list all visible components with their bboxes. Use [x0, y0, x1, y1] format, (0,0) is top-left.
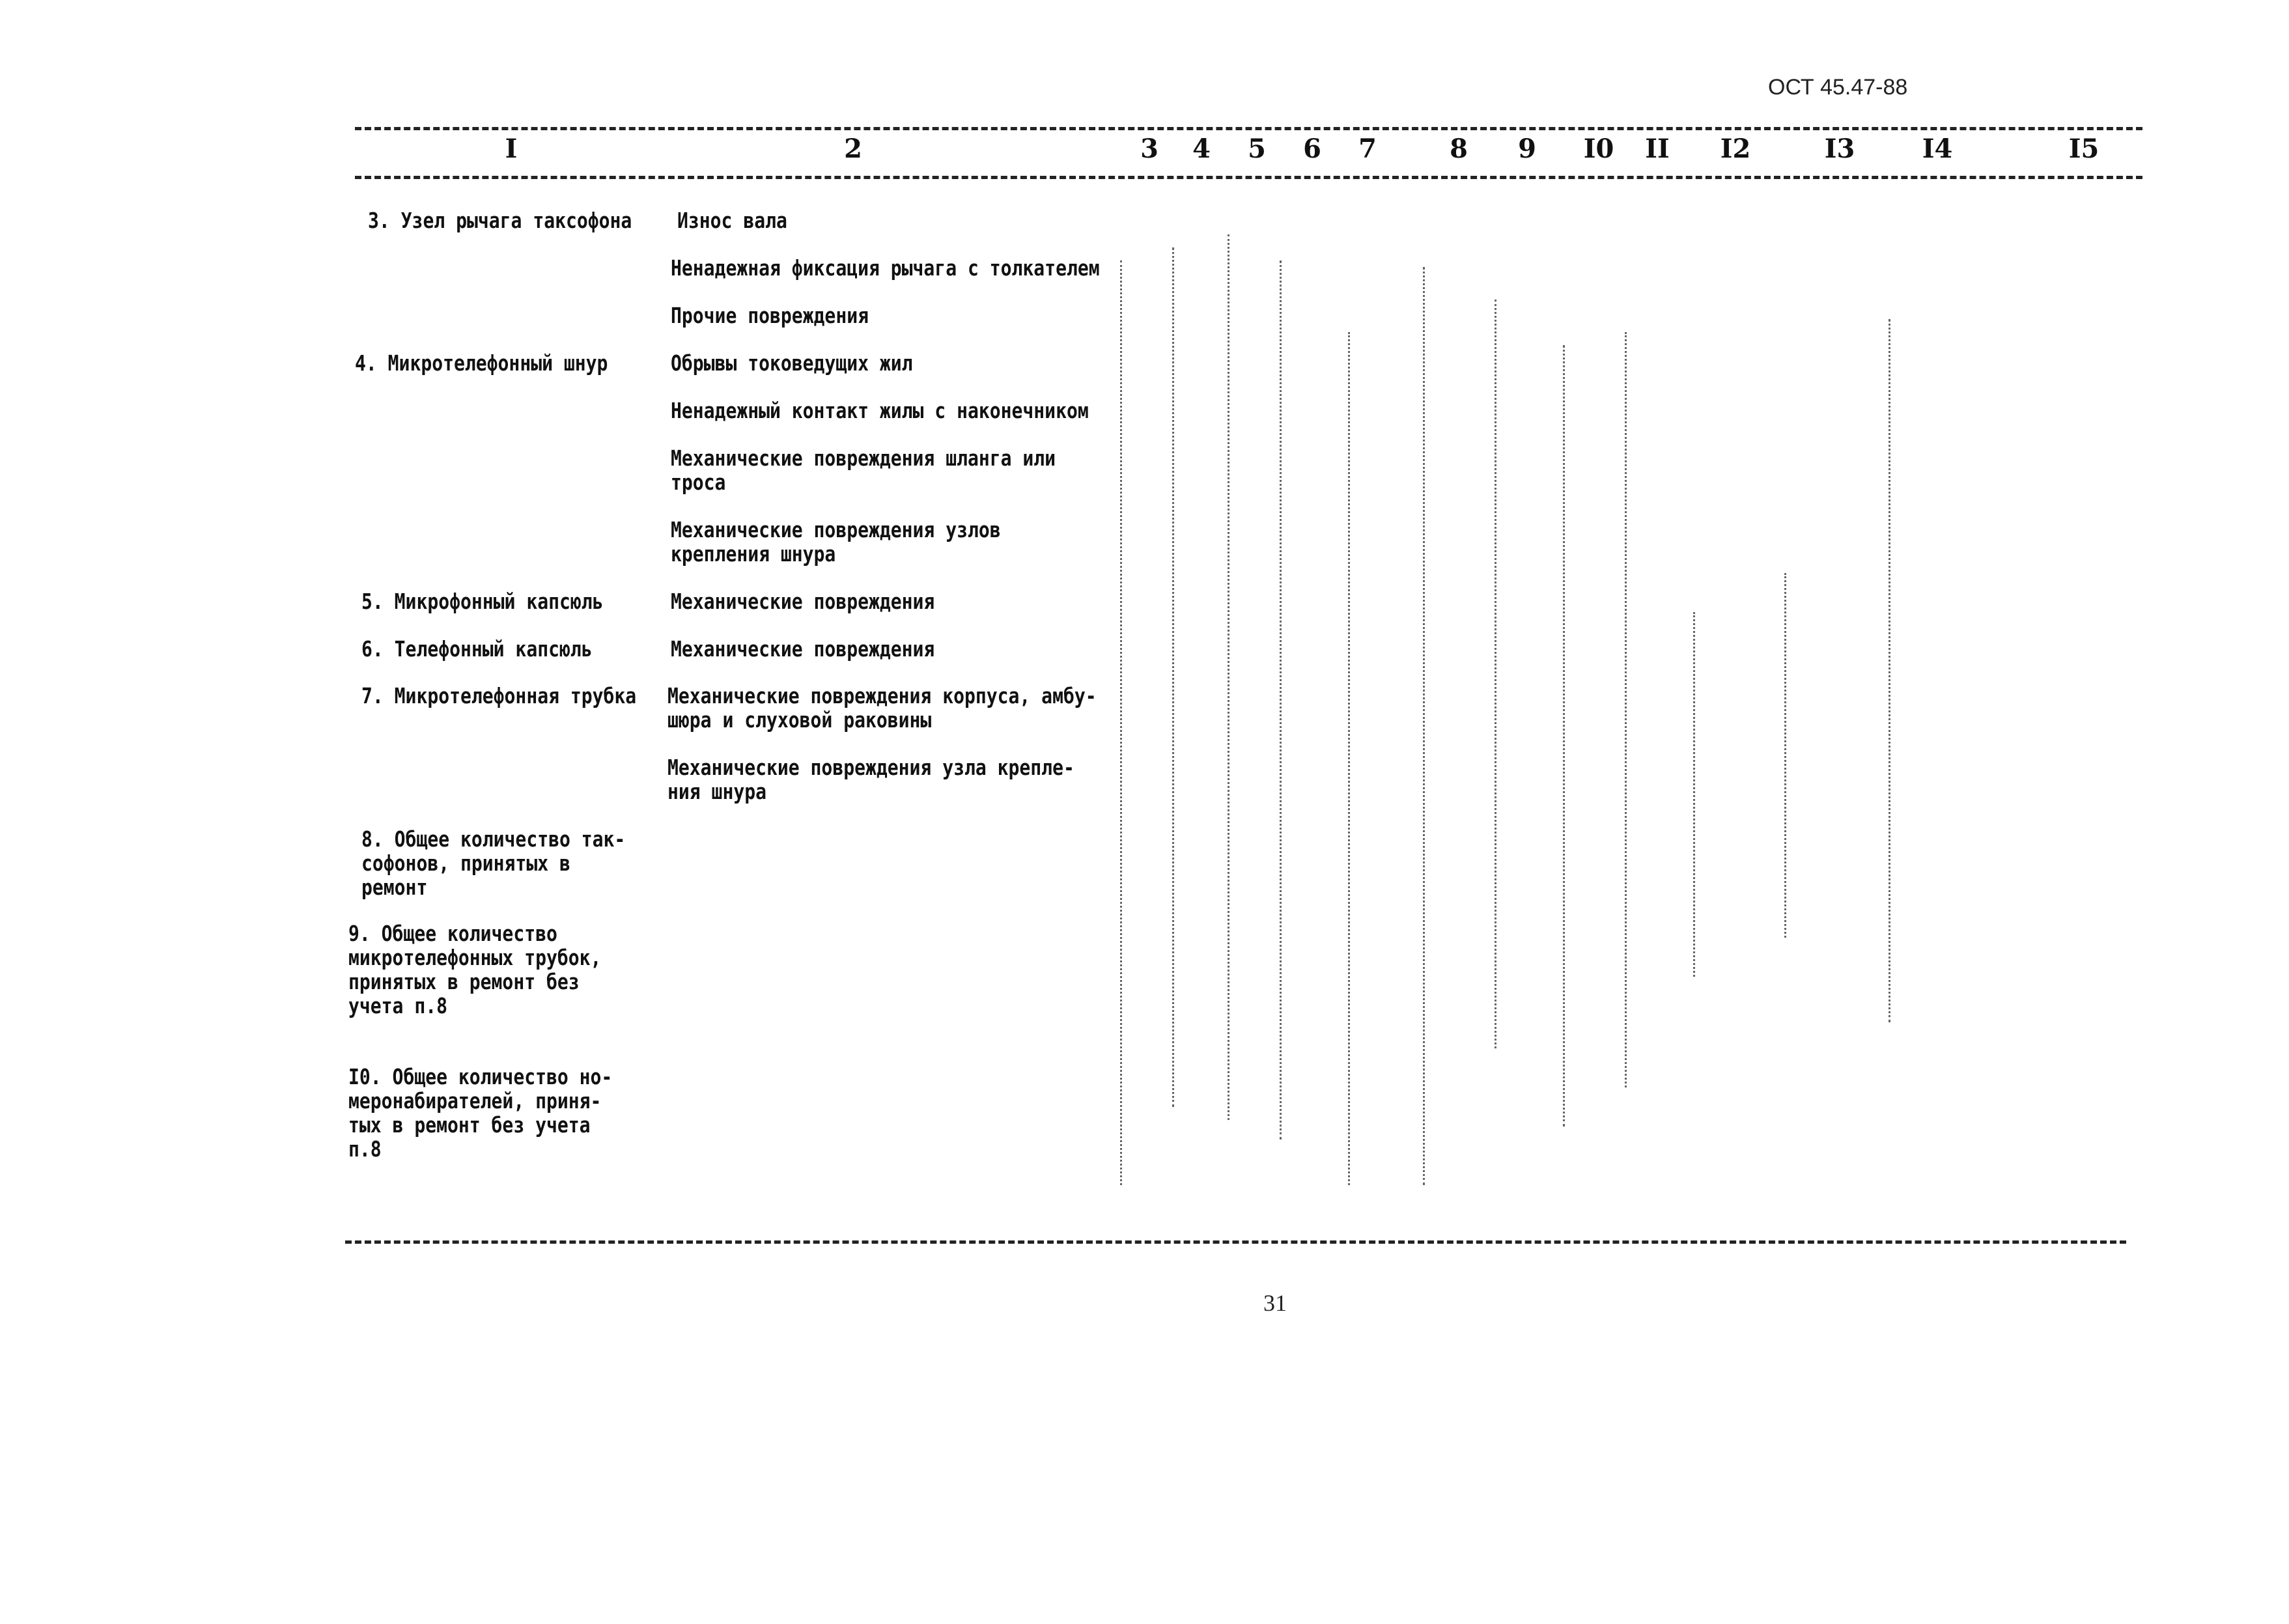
unit-cell: 9. Общее количество микротелефонных трубок, принятых в ремонт без учета п.8	[348, 921, 602, 1018]
column-header-12: I2	[1720, 133, 1751, 164]
column-separator	[1348, 332, 1350, 1185]
fault-cell: Прочие повреждения	[671, 303, 869, 328]
fault-cell: Ненадежный контакт жилы с наконечником	[671, 398, 1089, 423]
column-header-7: 7	[1358, 133, 1377, 164]
unit-cell: I0. Общее количество но- меронабирателей, приня- тых в ремонт без учета п.8	[348, 1064, 613, 1162]
fault-cell: Обрывы токоведущих жил	[671, 350, 913, 376]
column-header-10: I0	[1583, 133, 1614, 164]
column-header-6: 6	[1303, 133, 1321, 164]
column-header-5: 5	[1248, 133, 1266, 164]
unit-cell: 6. Телефонный капсюль	[361, 636, 593, 662]
column-header-2: 2	[844, 133, 862, 164]
table-bottom-rule	[345, 1240, 2126, 1244]
column-header-14: I4	[1922, 133, 1953, 164]
unit-cell: 8. Общее количество так- софонов, принятых в ремонт	[361, 826, 626, 900]
page-number: 31	[1263, 1290, 1287, 1316]
column-separator	[1625, 332, 1627, 1087]
fault-cell: Износ вала	[677, 208, 787, 233]
column-separator	[1228, 234, 1229, 1120]
column-header-4: 4	[1192, 133, 1211, 164]
unit-cell: 3. Узел рычага таксофона	[368, 208, 632, 233]
fault-cell: Механические повреждения корпуса, амбу- шюра и слуховой раковины	[667, 683, 1097, 733]
fault-cell: Механические повреждения шланга или троса	[671, 445, 1056, 495]
column-header-3: 3	[1140, 133, 1159, 164]
column-separator	[1120, 260, 1122, 1185]
column-header-9: 9	[1518, 133, 1536, 164]
fault-cell: Механические повреждения	[671, 589, 935, 614]
header-bottom-rule	[355, 176, 2142, 179]
fault-cell: Механические повреждения узла крепле- ния шнура	[667, 755, 1074, 804]
column-header-11: II	[1645, 133, 1670, 164]
column-separator	[1784, 573, 1786, 938]
column-separator	[1563, 345, 1565, 1127]
fault-cell: Механические повреждения	[671, 636, 935, 662]
column-header-13: I3	[1824, 133, 1855, 164]
unit-cell: 4. Микротелефонный шнур	[355, 350, 608, 376]
column-separator	[1495, 300, 1496, 1048]
table-top-rule	[355, 127, 2142, 130]
fault-cell: Ненадежная фиксация рычага с толкателем	[671, 255, 1100, 281]
unit-cell: 5. Микрофонный капсюль	[361, 589, 604, 614]
column-separator	[1693, 612, 1695, 977]
column-separator	[1889, 319, 1890, 1022]
fault-cell: Механические повреждения узлов крепления шнура	[671, 517, 1001, 567]
document-code: ОСТ 45.47-88	[1768, 75, 1908, 100]
column-separator	[1172, 247, 1174, 1107]
unit-cell: 7. Микротелефонная трубка	[361, 683, 637, 708]
column-header-15: I5	[2068, 133, 2099, 164]
column-separator	[1423, 267, 1425, 1185]
column-separator	[1280, 260, 1282, 1140]
column-header-8: 8	[1450, 133, 1468, 164]
column-header-1: I	[505, 133, 518, 164]
